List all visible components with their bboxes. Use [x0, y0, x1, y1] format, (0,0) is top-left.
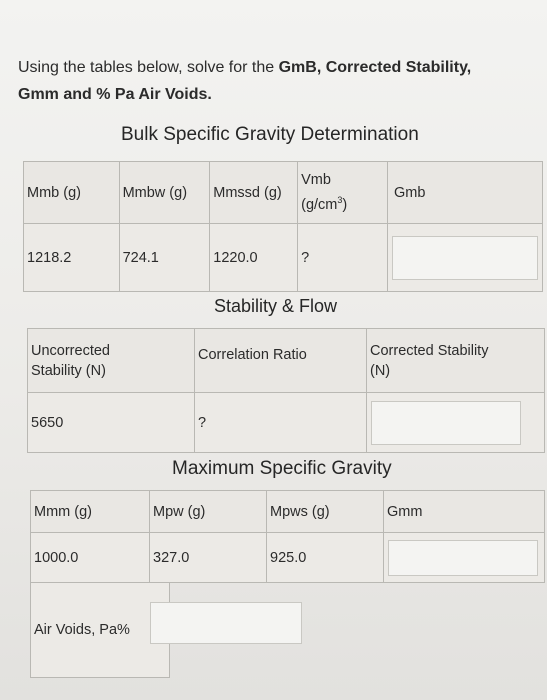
max-sg-title: Maximum Specific Gravity	[172, 458, 392, 479]
header-gmm: Gmm	[384, 491, 545, 533]
header-mpws: Mpws (g)	[267, 491, 384, 533]
max-sg-value-row	[31, 533, 545, 583]
value-mmb: 1218.2	[24, 224, 120, 292]
gmb-answer-cell	[388, 224, 543, 292]
value-correlation-ratio: ?	[195, 393, 367, 453]
bulk-value-row	[24, 224, 543, 292]
gmb-answer-input[interactable]	[392, 236, 538, 280]
max-sg-header-row	[31, 491, 545, 533]
header-uncorrected-line2: Stability (N)	[31, 362, 106, 379]
header-correlation-ratio: Correlation Ratio	[195, 329, 367, 393]
header-vmb-unit-close: )	[342, 196, 348, 213]
header-vmb-unit: (g/cm	[301, 196, 338, 213]
stability-title: Stability & Flow	[214, 296, 338, 316]
header-corrected-line2: (N)	[370, 362, 391, 379]
value-uncorrected-stability: 5650	[28, 393, 195, 453]
value-mmssd: 1220.0	[210, 224, 298, 292]
air-voids-answer-input[interactable]	[150, 602, 302, 644]
header-mmssd: Mmssd (g)	[210, 162, 298, 224]
header-mmb: Mmb (g)	[24, 162, 120, 224]
header-uncorrected-line1: Uncorrected	[31, 342, 110, 359]
header-gmb: Gmb	[388, 162, 543, 224]
question-emphasis-2: Gmm and % Pa Air Voids.	[18, 86, 212, 103]
corrected-stability-answer-input[interactable]	[371, 401, 521, 445]
air-voids-table	[30, 582, 170, 678]
corrected-stability-answer-cell	[367, 393, 545, 453]
bulk-table	[23, 161, 543, 292]
value-mmbw: 724.1	[119, 224, 210, 292]
header-uncorrected-stability	[28, 329, 195, 393]
header-corrected-stability	[367, 329, 545, 393]
header-vmb-label: Vmb	[301, 172, 331, 189]
value-mpw: 327.0	[150, 533, 267, 583]
stability-value-row	[28, 393, 545, 453]
header-corrected-line1: Corrected Stability	[370, 342, 489, 359]
bulk-title: Bulk Specific Gravity Determination	[121, 124, 419, 145]
header-mmbw: Mmbw (g)	[119, 162, 210, 224]
question-text	[18, 54, 538, 108]
question-emphasis-1: GmB, Corrected Stability,	[278, 59, 472, 76]
air-voids-label: Air Voids, Pa%	[31, 583, 170, 678]
header-mpw: Mpw (g)	[150, 491, 267, 533]
max-sg-table	[30, 490, 545, 583]
value-mpws: 925.0	[267, 533, 384, 583]
header-vmb	[298, 162, 388, 224]
air-voids-row	[31, 583, 170, 678]
bulk-header-row	[24, 162, 543, 224]
header-vmb-unit-exponent: 3	[337, 195, 343, 206]
gmm-answer-cell	[384, 533, 545, 583]
gmm-answer-input[interactable]	[388, 540, 538, 576]
header-mmm: Mmm (g)	[31, 491, 150, 533]
stability-header-row	[28, 329, 545, 393]
question-prefix: Using the tables below, solve for the	[18, 59, 279, 76]
value-vmb: ?	[298, 224, 388, 292]
stability-table	[27, 328, 545, 453]
value-mmm: 1000.0	[31, 533, 150, 583]
